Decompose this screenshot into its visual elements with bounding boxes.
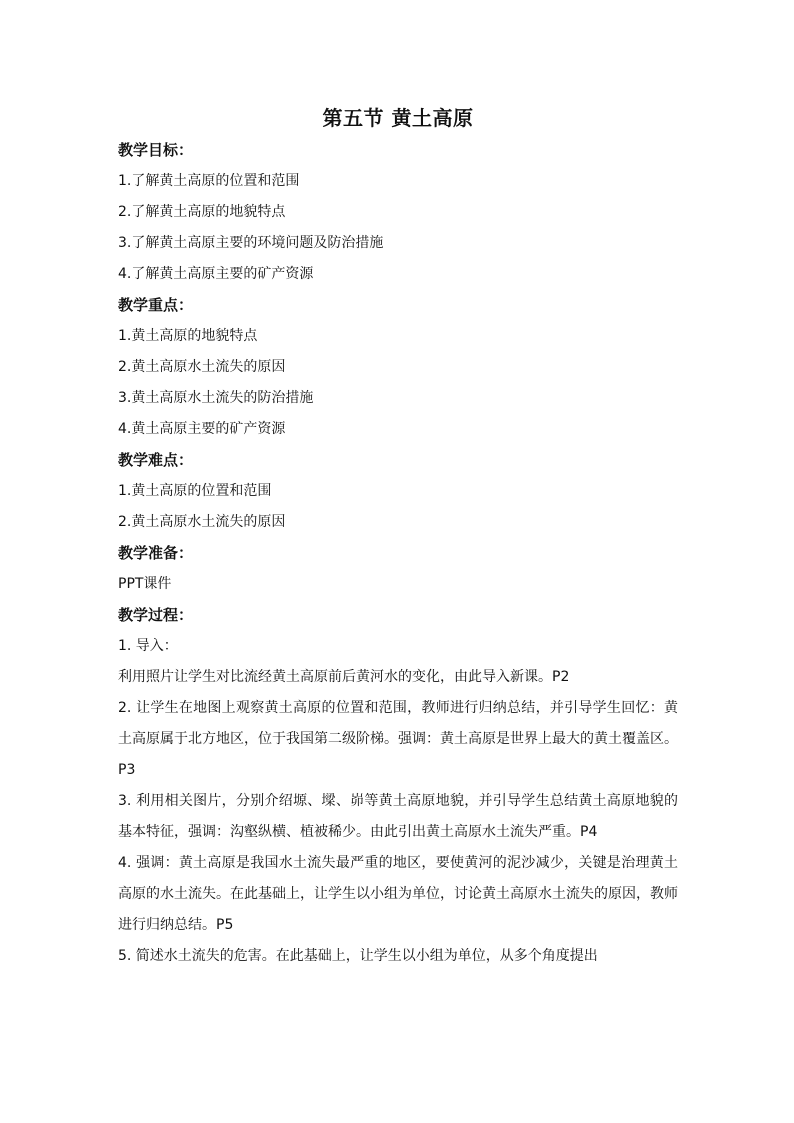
list-item: 3.了解黄土高原主要的环境问题及防治措施 xyxy=(118,235,384,251)
section-heading-process: 教学过程： xyxy=(118,606,194,624)
section-key-points xyxy=(118,290,678,445)
list-item: 1.黄土高原的地貌特点 xyxy=(118,328,258,344)
list-item: 2.了解黄土高原的地貌特点 xyxy=(118,204,286,220)
list-item: 3.黄土高原水土流失的防治措施 xyxy=(118,390,314,406)
preparation-list xyxy=(118,569,678,600)
section-heading-difficulties: 教学难点： xyxy=(118,451,194,469)
document-content xyxy=(118,101,678,972)
process-step: 2. 让学生在地图上观察黄土高原的位置和范围，教师进行归纳总结，并引导学生回忆：黄土高原属于北方地区，位于我国第二级阶梯。强调：黄土高原是世界上最大的黄土覆盖区。P3 xyxy=(118,700,678,778)
process-step: 5. 简述水土流失的危害。在此基础上，让学生以小组为单位，从多个角度提出 xyxy=(118,948,598,964)
list-item: 1.了解黄土高原的位置和范围 xyxy=(118,173,300,189)
list-item: 2.黄土高原水土流失的原因 xyxy=(118,359,286,375)
list-item: 2.黄土高原水土流失的原因 xyxy=(118,514,286,530)
objectives-list xyxy=(118,166,678,290)
list-item: 4.了解黄土高原主要的矿产资源 xyxy=(118,266,314,282)
section-objectives xyxy=(118,135,678,290)
process-step: 1. 导入： xyxy=(118,638,178,654)
list-item: 4.黄土高原主要的矿产资源 xyxy=(118,421,286,437)
list-item: PPT课件 xyxy=(118,576,172,592)
section-heading-preparation: 教学准备： xyxy=(118,544,194,562)
section-preparation xyxy=(118,538,678,600)
process-step: 3. 利用相关图片，分别介绍塬、墚、峁等黄土高原地貌，并引导学生总结黄土高原地貌的基本特征，强调：沟壑纵横、植被稀少。由此引出黄土高原水土流失严重。P4 xyxy=(118,793,678,840)
section-process xyxy=(118,600,678,972)
difficulties-list xyxy=(118,476,678,538)
list-item: 1.黄土高原的位置和范围 xyxy=(118,483,272,499)
section-heading-key-points: 教学重点： xyxy=(118,296,194,314)
process-list xyxy=(118,631,678,972)
page-title: 第五节 黄土高原 xyxy=(322,106,474,130)
key-points-list xyxy=(118,321,678,445)
process-step: 4. 强调：黄土高原是我国水土流失最严重的地区，要使黄河的泥沙减少，关键是治理黄土高原的水土流失。在此基础上，让学生以小组为单位，讨论黄土高原水土流失的原因，教师进行归纳总结。P5 xyxy=(118,855,678,933)
section-heading-objectives: 教学目标： xyxy=(118,141,194,159)
section-difficulties xyxy=(118,445,678,538)
process-paragraph: 利用照片让学生对比流经黄土高原前后黄河水的变化，由此导入新课。P2 xyxy=(118,669,570,685)
